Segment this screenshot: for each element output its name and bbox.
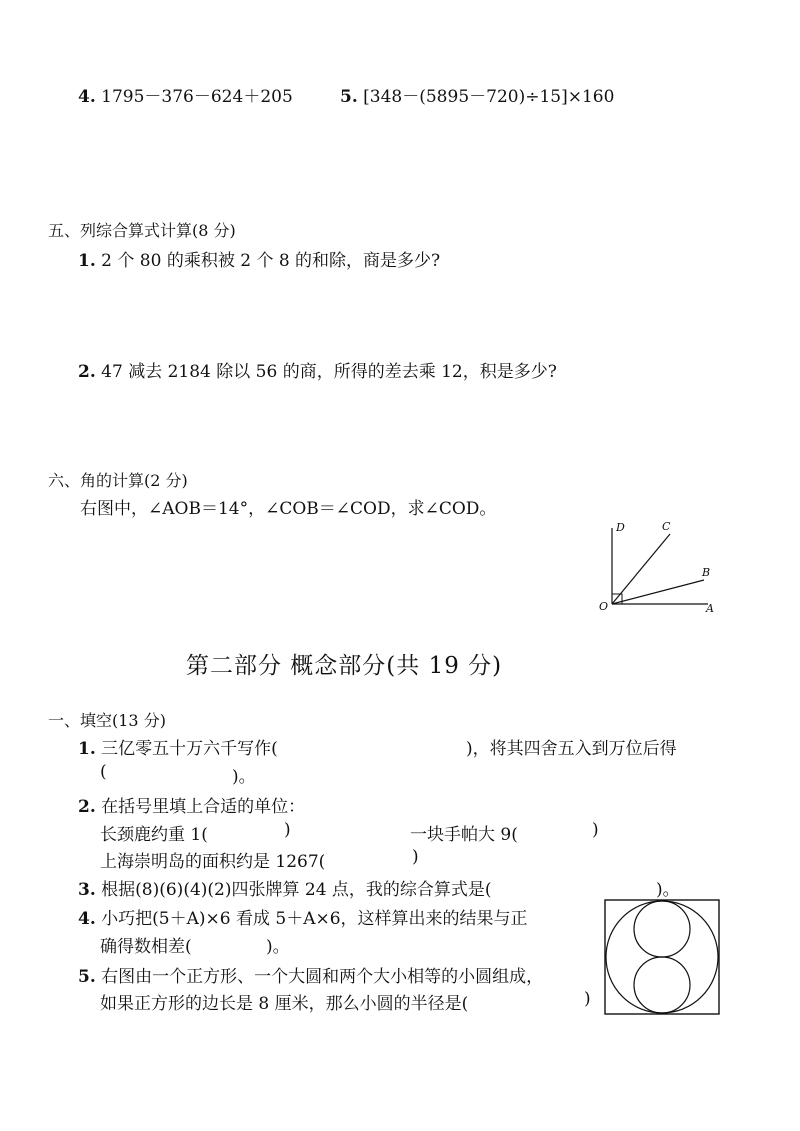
label-d: D: [616, 521, 625, 534]
label-o: O: [599, 600, 609, 613]
question-number: 2.: [78, 362, 96, 382]
sec5-question-1: [78, 246, 440, 271]
question-5: [340, 82, 614, 107]
question-text: 根据(8)(6)(4)(2)四张牌算 24 点，我的综合算式是(: [101, 880, 492, 900]
part-2-title: 第二部分 概念部分(共 19 分): [186, 653, 503, 679]
fill-question-4-close: )。: [266, 937, 290, 957]
island-area-blank-close: ): [412, 847, 419, 867]
question-number: 1.: [78, 739, 96, 759]
angle-diagram: [596, 514, 726, 620]
fill-question-5-line-2: 如果正方形的边长是 8 厘米，那么小圆的半径是(: [100, 994, 469, 1014]
fill-question-1-blank-close: )。: [232, 767, 256, 787]
expression: [348－(5895－720)÷15]×160: [363, 87, 615, 107]
section-6-heading: 六、角的计算(2 分): [48, 471, 188, 490]
question-number: 3.: [78, 880, 96, 900]
ray-ob: [612, 580, 704, 604]
section-5-heading: 五、列综合算式计算(8 分): [48, 221, 236, 240]
island-area-text: 上海崇明岛的面积约是 1267(: [100, 852, 326, 872]
label-c: C: [662, 520, 671, 533]
question-number: 2.: [78, 797, 96, 817]
question-number: 1.: [78, 251, 96, 271]
question-text: 三亿零五十万六千写作(: [101, 739, 278, 759]
small-circle-bottom: [634, 957, 690, 1013]
fill-question-4: [78, 904, 528, 929]
question-number: 5.: [340, 87, 358, 107]
question-text: 2 个 80 的乘积被 2 个 8 的和除，商是多少?: [101, 251, 441, 271]
fill-section-heading: 一、填空(13 分): [48, 711, 166, 730]
label-b: B: [702, 566, 711, 579]
question-text: 47 减去 2184 除以 56 的商，所得的差去乘 12，积是多少?: [101, 362, 557, 382]
question-number: 5.: [78, 967, 96, 987]
fill-question-5: [78, 962, 543, 987]
question-number: 4.: [78, 87, 96, 107]
question-text: 右图由一个正方形、一个大圆和两个大小相等的小圆组成，: [101, 967, 544, 987]
giraffe-weight-blank-close: ): [284, 820, 291, 840]
label-a: A: [706, 602, 714, 615]
question-number: 4.: [78, 909, 96, 929]
fill-question-1-line-1: [78, 734, 278, 759]
question-4: [78, 82, 293, 107]
handkerchief-text: 一块手帕大 9(: [410, 825, 518, 845]
question-text: 在括号里填上合适的单位：: [101, 797, 306, 817]
small-circle-top: [634, 901, 690, 957]
fill-question-1-cont: )，将其四舍五入到万位后得: [466, 739, 677, 759]
handkerchief-blank-close: ): [592, 820, 599, 840]
fill-question-2: [78, 792, 305, 817]
question-text: 小巧把(5＋A)×6 看成 5＋A×6，这样算出来的结果与正: [101, 909, 528, 929]
fill-question-5-close: ): [584, 989, 591, 1009]
angle-question-text: 右图中，∠AOB＝14°，∠COB＝∠COD，求∠COD。: [80, 499, 497, 519]
expression: 1795－376－624＋205: [101, 87, 293, 107]
fill-question-3-close: )。: [656, 880, 680, 900]
fill-question-1-blank-open: (: [100, 762, 107, 782]
fill-question-3: [78, 875, 492, 900]
fill-question-4-line-2: 确得数相差(: [100, 937, 192, 957]
sec5-question-2: [78, 357, 557, 382]
giraffe-weight-text: 长颈鹿约重 1(: [100, 825, 208, 845]
square-circles-diagram: [604, 899, 720, 1015]
